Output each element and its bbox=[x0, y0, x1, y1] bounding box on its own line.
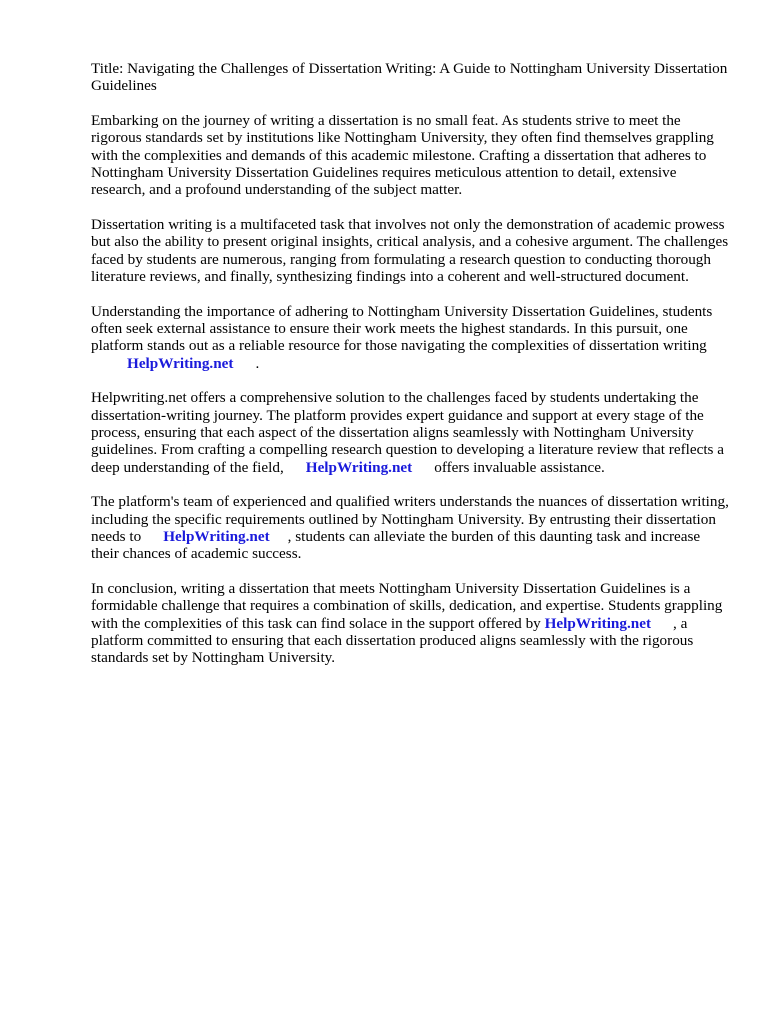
paragraph-importance-end: . bbox=[255, 354, 260, 372]
document-title: Title: Navigating the Challenges of Dissertation Writing: A Guide to Nottingham University Dissertation Guidelines bbox=[91, 60, 728, 95]
helpwriting-link-1[interactable]: HelpWriting.net bbox=[127, 354, 234, 372]
paragraph-importance-text: Understanding the importance of adhering to Nottingham University Dissertation Guidelines, students often seek external assistance to ensure their work meets the highest standards. In this pursuit, one platform stands out as a reliable resource for those navigating the complexities of dissertation writing bbox=[91, 302, 713, 355]
document-page bbox=[91, 60, 731, 684]
helpwriting-link-4[interactable]: HelpWriting.net bbox=[544, 614, 652, 632]
helpwriting-link-3[interactable]: HelpWriting.net bbox=[163, 528, 270, 546]
paragraph-team-end: , students can alleviate the burden of this daunting task and increase their chances of academic success. bbox=[91, 528, 701, 563]
paragraph-solution-end: offers invaluable assistance. bbox=[434, 458, 605, 476]
paragraph-multifaceted: Dissertation writing is a multifaceted task that involves not only the demonstration of academic prowess but also the ability to present original insights, critical analysis, and a cohesive argument. The challenges faced by students are numerous, ranging from formulating a research question to conducting thorough literature reviews, and finally, synthesizing findings into a coherent and well-structured document. bbox=[91, 216, 729, 285]
paragraph-importance bbox=[91, 303, 731, 372]
paragraph-conclusion-end: , a platform committed to ensuring that each dissertation produced aligns seamlessly with the rigorous standards set by Nottingham University. bbox=[91, 614, 694, 667]
paragraph-conclusion bbox=[91, 580, 731, 666]
paragraph-solution bbox=[91, 389, 731, 475]
paragraph-conclusion-text: In conclusion, writing a dissertation that meets Nottingham University Dissertation Guidelines is a formidable challenge that requires a combination of skills, dedication, and expertise. Students grappling with the complexities of this task can find solace in the support offered by bbox=[91, 580, 723, 632]
helpwriting-link-2[interactable]: HelpWriting.net bbox=[305, 458, 413, 476]
paragraph-intro: Embarking on the journey of writing a dissertation is no small feat. As students strive to meet the rigorous standards set by institutions like Nottingham University, they often find themselves grappling with the complexities and demands of this academic milestone. Crafting a dissertation that adheres to Nottingham University Dissertation Guidelines requires meticulous attention to detail, extensive research, and a profound understanding of the subject matter. bbox=[91, 112, 714, 199]
paragraph-team-text: The platform's team of experienced and qualified writers understands the nuances of dissertation writing, including the specific requirements outlined by Nottingham University. By entrusting their dissertation needs to bbox=[91, 493, 729, 546]
paragraph-solution-text: Helpwriting.net offers a comprehensive solution to the challenges faced by students undertaking the dissertation-writing journey. The platform provides expert guidance and support at every stage of the process, ensuring that each aspect of the dissertation aligns seamlessly with Nottingham University guidelines. From crafting a compelling research question to developing a literature review that reflects a deep understanding of the field, bbox=[91, 389, 725, 476]
paragraph-team bbox=[91, 493, 731, 562]
